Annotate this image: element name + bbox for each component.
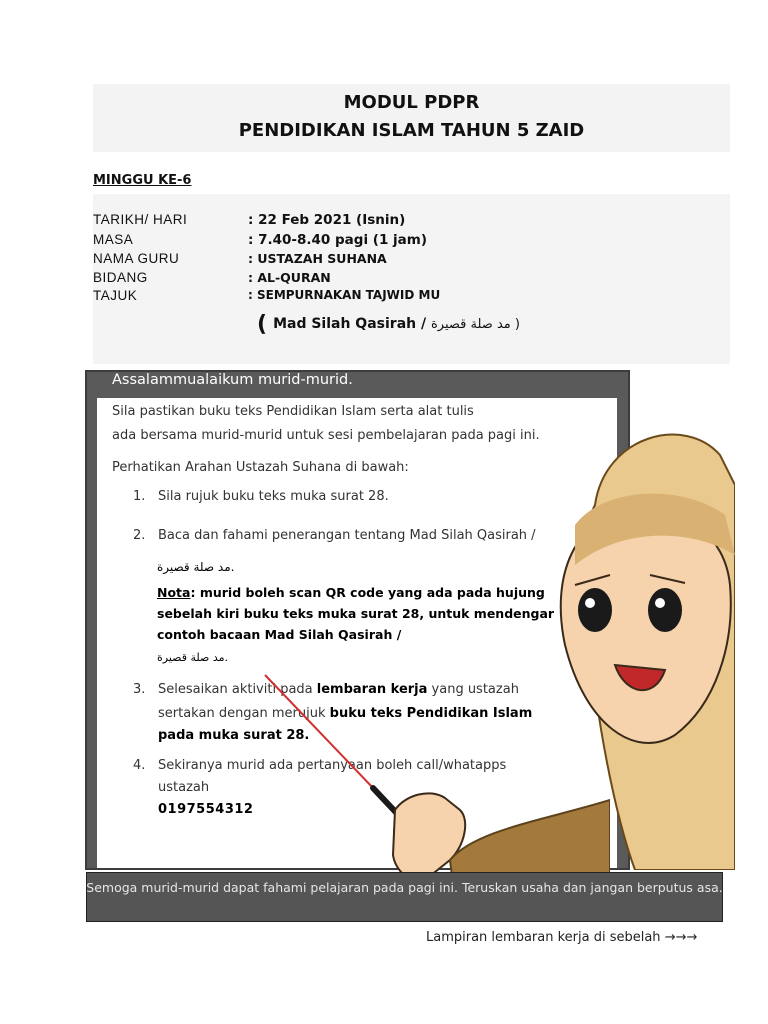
info-panel xyxy=(93,194,730,364)
date-value: : 22 Feb 2021 (Isnin) xyxy=(248,212,406,228)
attachment-note xyxy=(426,930,697,945)
right-eye-shine xyxy=(655,598,665,608)
step-3-num: 3. xyxy=(133,682,146,697)
instruction-heading: Perhatikan Arahan Ustazah Suhana di bawah: xyxy=(112,460,409,475)
phone-number: 0197554312 xyxy=(158,802,254,817)
topic-label: TAJUK xyxy=(93,288,138,303)
step-2-num: 2. xyxy=(133,528,146,543)
topic-subtitle xyxy=(257,312,520,337)
time-label: MASA xyxy=(93,232,134,247)
teacher-character-icon xyxy=(535,415,735,870)
step-2-text: Baca dan fahami penerangan tentang Mad Silah Qasirah / xyxy=(158,528,536,543)
teacher-value: : USTAZAH SUHANA xyxy=(248,251,387,266)
step-2-arabic: مد صلة قصيرة. xyxy=(157,560,235,574)
left-eye xyxy=(578,588,612,632)
pointer-stick-tip xyxy=(265,675,375,790)
open-paren: ( xyxy=(257,312,268,337)
date-label: TARIKH/ HARI xyxy=(93,212,188,227)
week-label: MINGGU KE-6 xyxy=(93,173,192,188)
intro-line-2: ada bersama murid-murid untuk sesi pembelajaran pada pagi ini. xyxy=(112,428,540,443)
note-line-1 xyxy=(157,585,545,600)
right-eye xyxy=(648,588,682,632)
module-title: MODUL PDPR xyxy=(343,92,480,113)
note-label: Nota xyxy=(157,585,191,600)
greeting: Assalammualaikum murid-murid. xyxy=(112,372,353,388)
topic-value: : SEMPURNAKAN TAJWID MU xyxy=(248,288,441,302)
step-4-num: 4. xyxy=(133,758,146,773)
attachment-text: Lampiran lembaran kerja di sebelah xyxy=(426,930,661,945)
step-1-num: 1. xyxy=(133,489,146,504)
footer-message: Semoga murid-murid dapat fahami pelajaran pada pagi ini. Teruskan usaha dan jangan berputus asa. xyxy=(86,880,723,895)
field-value: : AL-QURAN xyxy=(248,270,331,285)
note-line-2: sebelah kiri buku teks muka surat 28, untuk mendengar xyxy=(157,606,555,621)
field-label: BIDANG xyxy=(93,270,148,285)
left-eye-shine xyxy=(585,598,595,608)
step-3-line-3: pada muka surat 28. xyxy=(158,728,310,743)
module-subtitle: PENDIDIKAN ISLAM TAHUN 5 ZAID xyxy=(238,120,585,141)
note-text-1: : murid boleh scan QR code yang ada pada hujung xyxy=(190,585,545,600)
topic-sub-latin: Mad Silah Qasirah / xyxy=(273,316,427,332)
step-4-text: Sekiranya murid ada pertanyaan boleh call/whatapps xyxy=(158,758,507,773)
note-arabic: مد صلة قصيرة. xyxy=(157,651,228,664)
teacher-label: NAMA GURU xyxy=(93,251,180,266)
time-value: : 7.40-8.40 pagi (1 jam) xyxy=(248,232,428,248)
step-3-text-b: lembaran kerja xyxy=(316,682,428,697)
step-3-text-c: yang ustazah xyxy=(427,682,519,697)
step-1-text: Sila rujuk buku teks muka surat 28. xyxy=(158,489,389,504)
step-3-text-a: Selesaikan aktiviti pada xyxy=(158,682,317,697)
arrow-icon: →→→ xyxy=(664,930,698,945)
intro-line-1: Sila pastikan buku teks Pendidikan Islam serta alat tulis xyxy=(112,404,474,419)
step-3-text-d: sertakan dengan merujuk xyxy=(158,706,330,721)
topic-sub-arabic: مد صلة قصيرة ) xyxy=(430,317,520,332)
note-line-3: contoh bacaan Mad Silah Qasirah / xyxy=(157,627,402,642)
step-4-text-2: ustazah xyxy=(158,780,210,795)
step-3-text-e: buku teks Pendidikan Islam xyxy=(329,706,533,721)
